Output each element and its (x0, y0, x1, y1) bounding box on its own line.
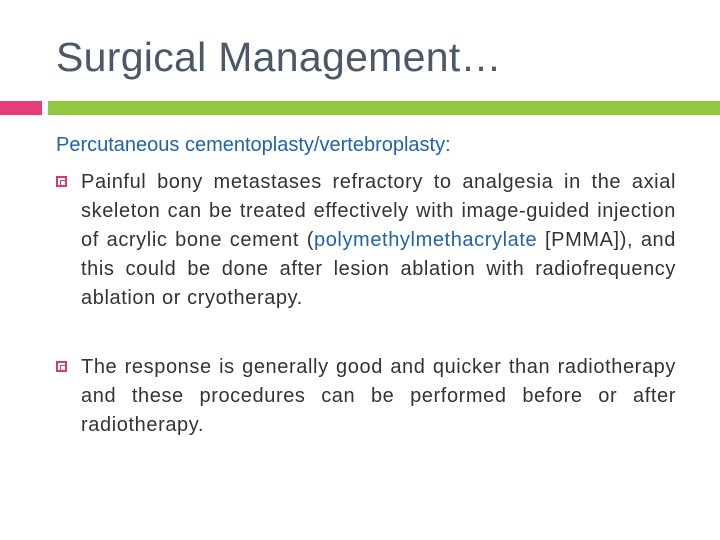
square-bullet-icon (56, 176, 67, 187)
slide-subtitle: Percutaneous cementoplasty/vertebroplasty: (56, 134, 451, 156)
slide-title: Surgical Management… (56, 34, 502, 80)
square-bullet-icon (56, 361, 67, 372)
bullet-text: The response is generally good and quicker than radiotherapy and these procedures can be performed before or after radiotherapy. (81, 356, 676, 436)
bullet-list (56, 168, 676, 440)
bullet-text-after: [PMMA]), and this could be done after lesion ablation with radiofrequency ablation or cryotherapy. (81, 229, 676, 309)
title-accent-bar-green (48, 101, 720, 115)
bullet-item (56, 168, 676, 313)
bullet-text-before: Painful bony metastases refractory to analgesia in the axial skeleton can be treated effectively with image-guided injection of acrylic bone cement ( (81, 171, 676, 251)
bullet-item (56, 353, 676, 440)
title-accent-bar-pink (0, 101, 42, 115)
pmma-link[interactable]: polymethylmethacrylate (313, 229, 538, 251)
